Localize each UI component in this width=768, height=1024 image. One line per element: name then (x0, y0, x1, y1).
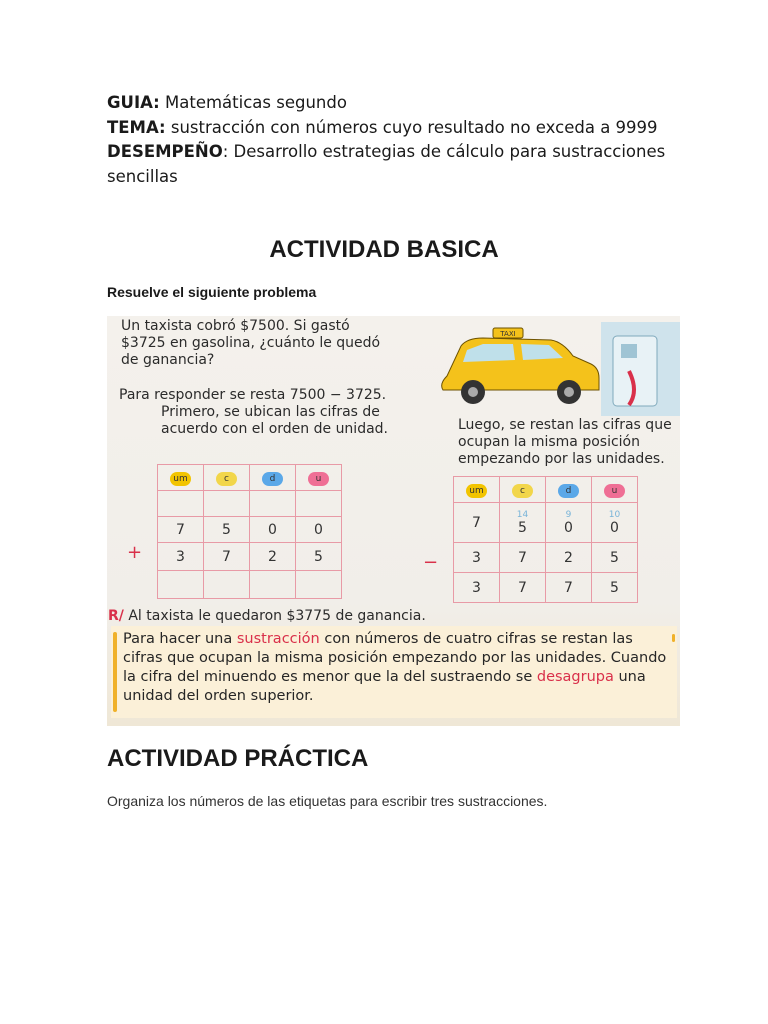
header-d: d (546, 477, 592, 503)
place-value-table-1 (157, 464, 342, 599)
minuend-cell: 10 0 (592, 503, 638, 543)
tema-line: TEMA: sustracción con números cuyo resultado no exceda a 9999 (107, 117, 658, 137)
rule-text: Para hacer una sustracción con números de cuatro cifras se restan las cifras que ocupan la misma posición empezando por las unidades. Cuando la cifra del minuendo es menor que la del sustraendo se desagrupa una unidad del orden superior. (123, 631, 667, 704)
table-cell (158, 571, 204, 599)
table-cell: 5 (296, 543, 342, 571)
result-cell: 5 (592, 573, 638, 603)
activity-practice-title: ACTIVIDAD PRÁCTICA (107, 745, 369, 772)
first-step-text: Primero, se ubican las cifras de acuerdo con el orden de unidad. (161, 404, 389, 437)
taxi-sign-text: TAXI (500, 330, 516, 338)
then-step-text: Luego, se restan las cifras que ocupan la misma posición empezando por las unidades. (458, 417, 672, 467)
desempeno-line: DESEMPEÑO: Desarrollo estrategias de cálculo para sustracciones sencillas (107, 142, 666, 186)
activity-practice-instruction: Organiza los números de las etiquetas para escribir tres sustracciones. (107, 793, 548, 809)
subtrahend-cell: 5 (592, 543, 638, 573)
table1-operator: + (127, 542, 143, 563)
table-cell (158, 491, 204, 517)
table-cell: 2 (250, 543, 296, 571)
subtrahend-cell: 7 (500, 543, 546, 573)
table-cell: 0 (250, 517, 296, 543)
problem-text: Un taxista cobró $7500. Si gastó $3725 en gasolina, ¿cuánto le quedó de ganancia? (121, 318, 381, 368)
result-cell: 3 (454, 573, 500, 603)
header-um: um (158, 465, 204, 491)
minuend-cell: 7 (454, 503, 500, 543)
header-um: um (454, 477, 500, 503)
respond-text: Para responder se resta 7500 − 3725. (119, 387, 387, 403)
header-u: u (296, 465, 342, 491)
table-cell (204, 491, 250, 517)
subtrahend-cell: 2 (546, 543, 592, 573)
activity-basic-title: ACTIVIDAD BASICA (269, 236, 499, 263)
header-u: u (592, 477, 638, 503)
place-value-table-2 (453, 476, 638, 603)
header-d: d (250, 465, 296, 491)
textbook-photo (107, 316, 680, 726)
table-cell: 7 (158, 517, 204, 543)
table-cell: 7 (204, 543, 250, 571)
table-cell (250, 491, 296, 517)
activity-basic-instruction: Resuelve el siguiente problema (107, 284, 317, 300)
header-c: c (204, 465, 250, 491)
result-cell: 7 (500, 573, 546, 603)
guia-line: GUIA: Matemáticas segundo (107, 93, 347, 112)
table-cell: 0 (296, 517, 342, 543)
subtrahend-cell: 3 (454, 543, 500, 573)
table-cell (296, 491, 342, 517)
table-cell (250, 571, 296, 599)
document-header (107, 91, 667, 189)
taxi-illustration (433, 316, 680, 416)
rule-box (111, 626, 677, 718)
table-cell: 5 (204, 517, 250, 543)
box-accent-mark (672, 634, 675, 642)
pump-screen (621, 344, 637, 358)
table-cell (296, 571, 342, 599)
table-cell (204, 571, 250, 599)
result-cell: 7 (546, 573, 592, 603)
table-cell: 3 (158, 543, 204, 571)
box-accent-bar (113, 632, 117, 712)
header-c: c (500, 477, 546, 503)
table2-operator: − (423, 552, 439, 573)
minuend-cell: 9 0 (546, 503, 592, 543)
answer-text: R/ Al taxista le quedaron $3775 de ganancia. (108, 608, 426, 624)
minuend-cell: 14 5 (500, 503, 546, 543)
